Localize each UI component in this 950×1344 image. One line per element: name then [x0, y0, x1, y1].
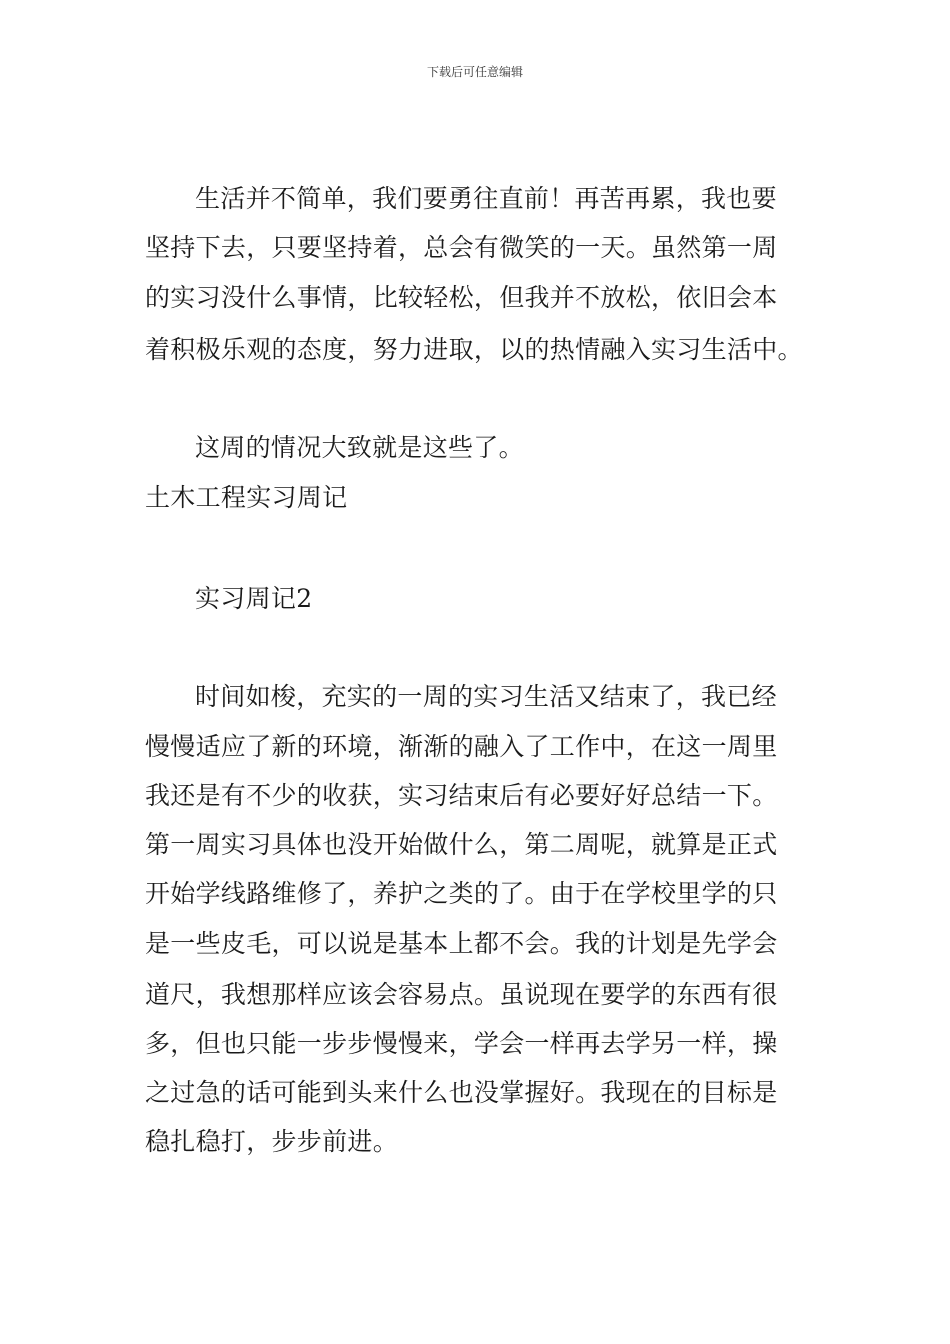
paragraph-line: 生活并不简单，我们要勇往直前！再苦再累，我也要 [195, 184, 777, 213]
paragraph-line: 时间如梭，充实的一周的实习生活又结束了，我已经 [195, 682, 777, 711]
paragraph-line: 慢慢适应了新的环境，渐渐的融入了工作中，在这一周里 [145, 732, 778, 761]
paragraph-line: 是一些皮毛，可以说是基本上都不会。我的计划是先学会 [145, 929, 778, 958]
section-title: 土木工程实习周记 [145, 483, 348, 512]
paragraph-line: 道尺，我想那样应该会容易点。虽说现在要学的东西有很 [145, 980, 778, 1009]
paragraph-line: 稳扎稳打，步步前进。 [145, 1127, 399, 1156]
paragraph-line: 的实习没什么事情，比较轻松，但我并不放松，依旧会本 [145, 283, 778, 312]
subsection-title: 实习周记2 [195, 584, 313, 613]
paragraph-line: 坚持下去，只要坚持着，总会有微笑的一天。虽然第一周 [145, 233, 778, 262]
header-note: 下载后可任意编辑 [426, 65, 523, 79]
paragraph-line: 这周的情况大致就是这些了。 [195, 433, 524, 462]
paragraph-line: 我还是有不少的收获，实习结束后有必要好好总结一下。 [145, 781, 778, 810]
paragraph-line: 之过急的话可能到头来什么也没掌握好。我现在的目标是 [145, 1078, 778, 1107]
paragraph-line: 着积极乐观的态度，努力进取，以的热情融入实习生活中。 [145, 335, 803, 364]
paragraph-line: 开始学线路维修了，养护之类的了。由于在学校里学的只 [145, 879, 778, 908]
paragraph-line: 多，但也只能一步步慢慢来，学会一样再去学另一样，操 [145, 1029, 778, 1058]
paragraph-line: 第一周实习具体也没开始做什么，第二周呢，就算是正式 [145, 830, 778, 859]
